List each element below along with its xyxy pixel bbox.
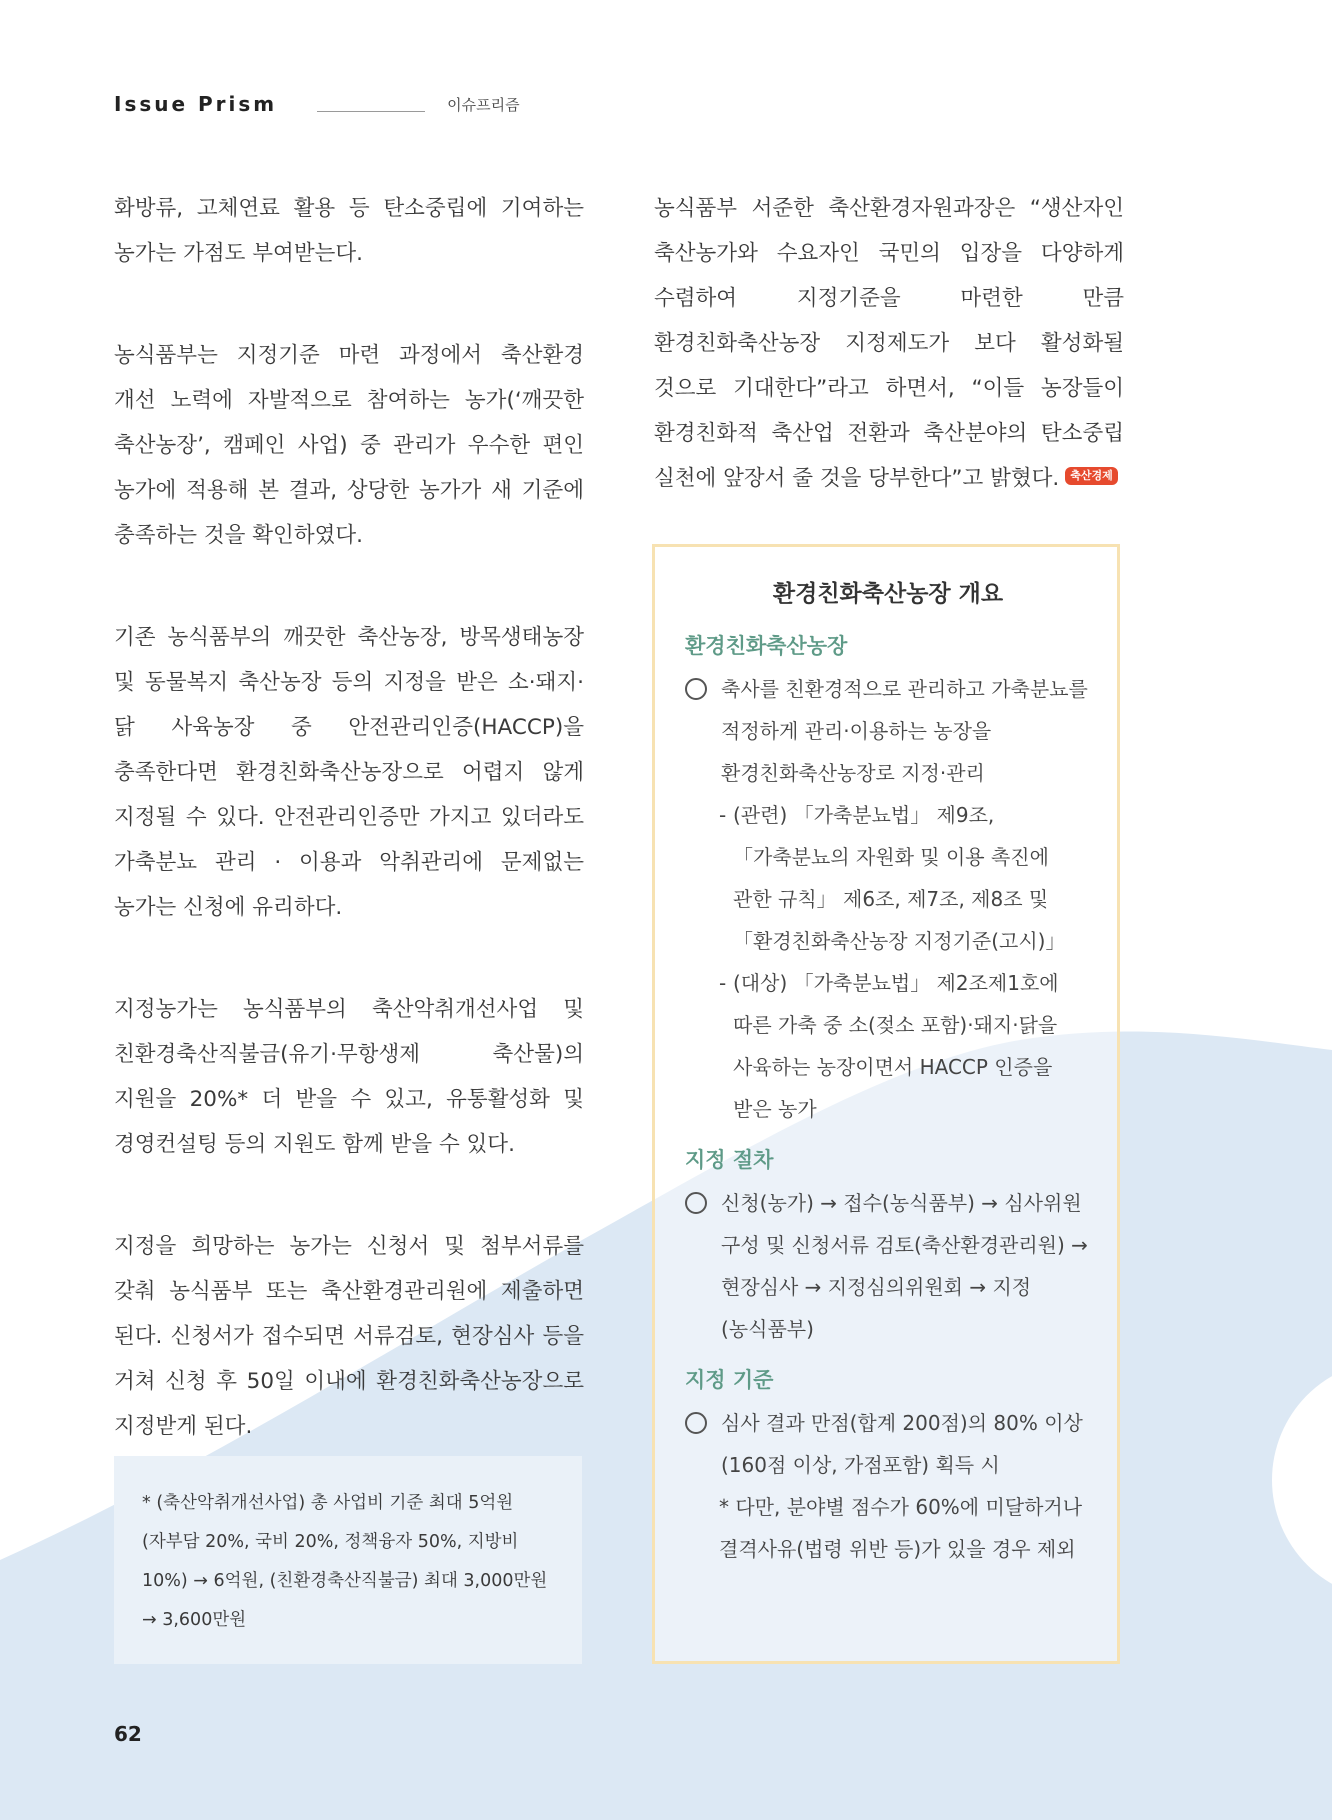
section-title: 이슈프리즘 [447, 95, 520, 114]
circle-bullet-icon [685, 678, 707, 700]
header-divider [317, 111, 425, 112]
quote-text: 농식품부 서준한 축산환경자원과장은 “생산자인 축산농가와 수요자인 국민의 입장을 다양하게 수렴하여 지정기준을 마련한 만큼 환경친화축산농장 지정제도가 보다 활성화될 것으로 기대한다”라고 하면서, “이들 농장들이 환경친화적 축산업 전환과 축산분야의 탄소중립 실천에 앞장서 줄 것을 당부한다”고 밝혔다. [654, 196, 1124, 491]
box-section-heading: 지정 절차 [685, 1148, 774, 1172]
dash-bullet-icon: - [719, 803, 727, 827]
dash-bullet-icon: - [719, 971, 727, 995]
circle-bullet-icon [685, 1192, 707, 1214]
left-column [114, 186, 584, 1449]
box-sub-text: (관련) 「가축분뇨법」 제9조, 「가축분뇨의 자원화 및 이용 촉진에 관한 규칙」 제6조, 제7조, 제8조 및 「환경친화축산농장 지정기준(고시)」 [733, 803, 1066, 953]
box-item-text: 심사 결과 만점(합계 200점)의 80% 이상(160점 이상, 가점포함) 획득 시 [721, 1411, 1083, 1477]
box-list-item [685, 1402, 1091, 1486]
overview-box [652, 544, 1120, 1664]
box-list-item [685, 1182, 1091, 1350]
body-paragraph: 화방류, 고체연료 활용 등 탄소중립에 기여하는 농가는 가점도 부여받는다. [114, 196, 584, 266]
circle-bullet-icon [685, 1412, 707, 1434]
magazine-brand: Issue Prism [114, 92, 278, 116]
box-sub-text: (대상) 「가축분뇨법」 제2조제1호에 따른 가축 중 소(젖소 포함)·돼지·닭을 사육하는 농장이면서 HACCP 인증을 받은 농가 [733, 971, 1059, 1121]
publisher-stamp: 축산경제 [1065, 467, 1118, 485]
box-item-text: 축사를 친환경적으로 관리하고 가축분뇨를 적정하게 관리·이용하는 농장을 환경친화축산농장로 지정·관리 [721, 677, 1088, 785]
body-paragraph: 기존 농식품부의 깨끗한 축산농장, 방목생태농장 및 동물복지 축산농장 등의 지정을 받은 소·돼지·닭 사육농장 중 안전관리인증(HACCP)을 충족한다면 환경친화축산농장으로 어렵지 않게 지정될 수 있다. 안전관리인증만 가지고 있더라도 가축분뇨 관리 · 이용과 악취관리에 문제없는 농가는 신청에 유리하다. [114, 625, 584, 920]
quote-paragraph [654, 186, 1124, 501]
page-number: 62 [114, 1722, 142, 1746]
box-section-heading: 지정 기준 [685, 1368, 774, 1392]
box-sub-item [685, 794, 1091, 962]
box-section-heading: 환경친화축산농장 [685, 634, 848, 658]
box-note: * 다만, 분야별 점수가 60%에 미달하거나 결격사유(법령 위반 등)가 있을 경우 제외 [719, 1495, 1083, 1561]
box-sub-item [685, 962, 1091, 1130]
body-paragraph: 지정을 희망하는 농가는 신청서 및 첨부서류를 갖춰 농식품부 또는 축산환경관리원에 제출하면 된다. 신청서가 접수되면 서류검토, 현장심사 등을 거쳐 신청 후 50일 이내에 환경친화축산농장으로 지정받게 된다. [114, 1234, 584, 1439]
footnote-box [114, 1456, 582, 1664]
box-item-text: 신청(농가) → 접수(농식품부) → 심사위원 구성 및 신청서류 검토(축산환경관리원) → 현장심사 → 지정심의위원회 → 지정(농식품부) [721, 1191, 1088, 1341]
box-list-item [685, 668, 1091, 794]
footnote-text: * (축산악취개선사업) 총 사업비 기준 최대 5억원(자부담 20%, 국비 20%, 정책융자 50%, 지방비 10%) → 6억원, (친환경축산직불금) 최대 3,000만원 → 3,600만원 [142, 1493, 548, 1630]
box-title: 환경친화축산농장 개요 [772, 581, 1004, 607]
page-header [114, 92, 520, 116]
body-paragraph: 농식품부는 지정기준 마련 과정에서 축산환경 개선 노력에 자발적으로 참여하는 농가(‘깨끗한 축산농장’, 캠페인 사업) 중 관리가 우수한 편인 농가에 적용해 본 결과, 상당한 농가가 새 기준에 충족하는 것을 확인하였다. [114, 343, 584, 548]
right-column [654, 186, 1124, 501]
body-paragraph: 지정농가는 농식품부의 축산악취개선사업 및 친환경축산직불금(유기·무항생제 축산물)의 지원을 20%* 더 받을 수 있고, 유통활성화 및 경영컨설팅 등의 지원도 함께 받을 수 있다. [114, 997, 584, 1157]
